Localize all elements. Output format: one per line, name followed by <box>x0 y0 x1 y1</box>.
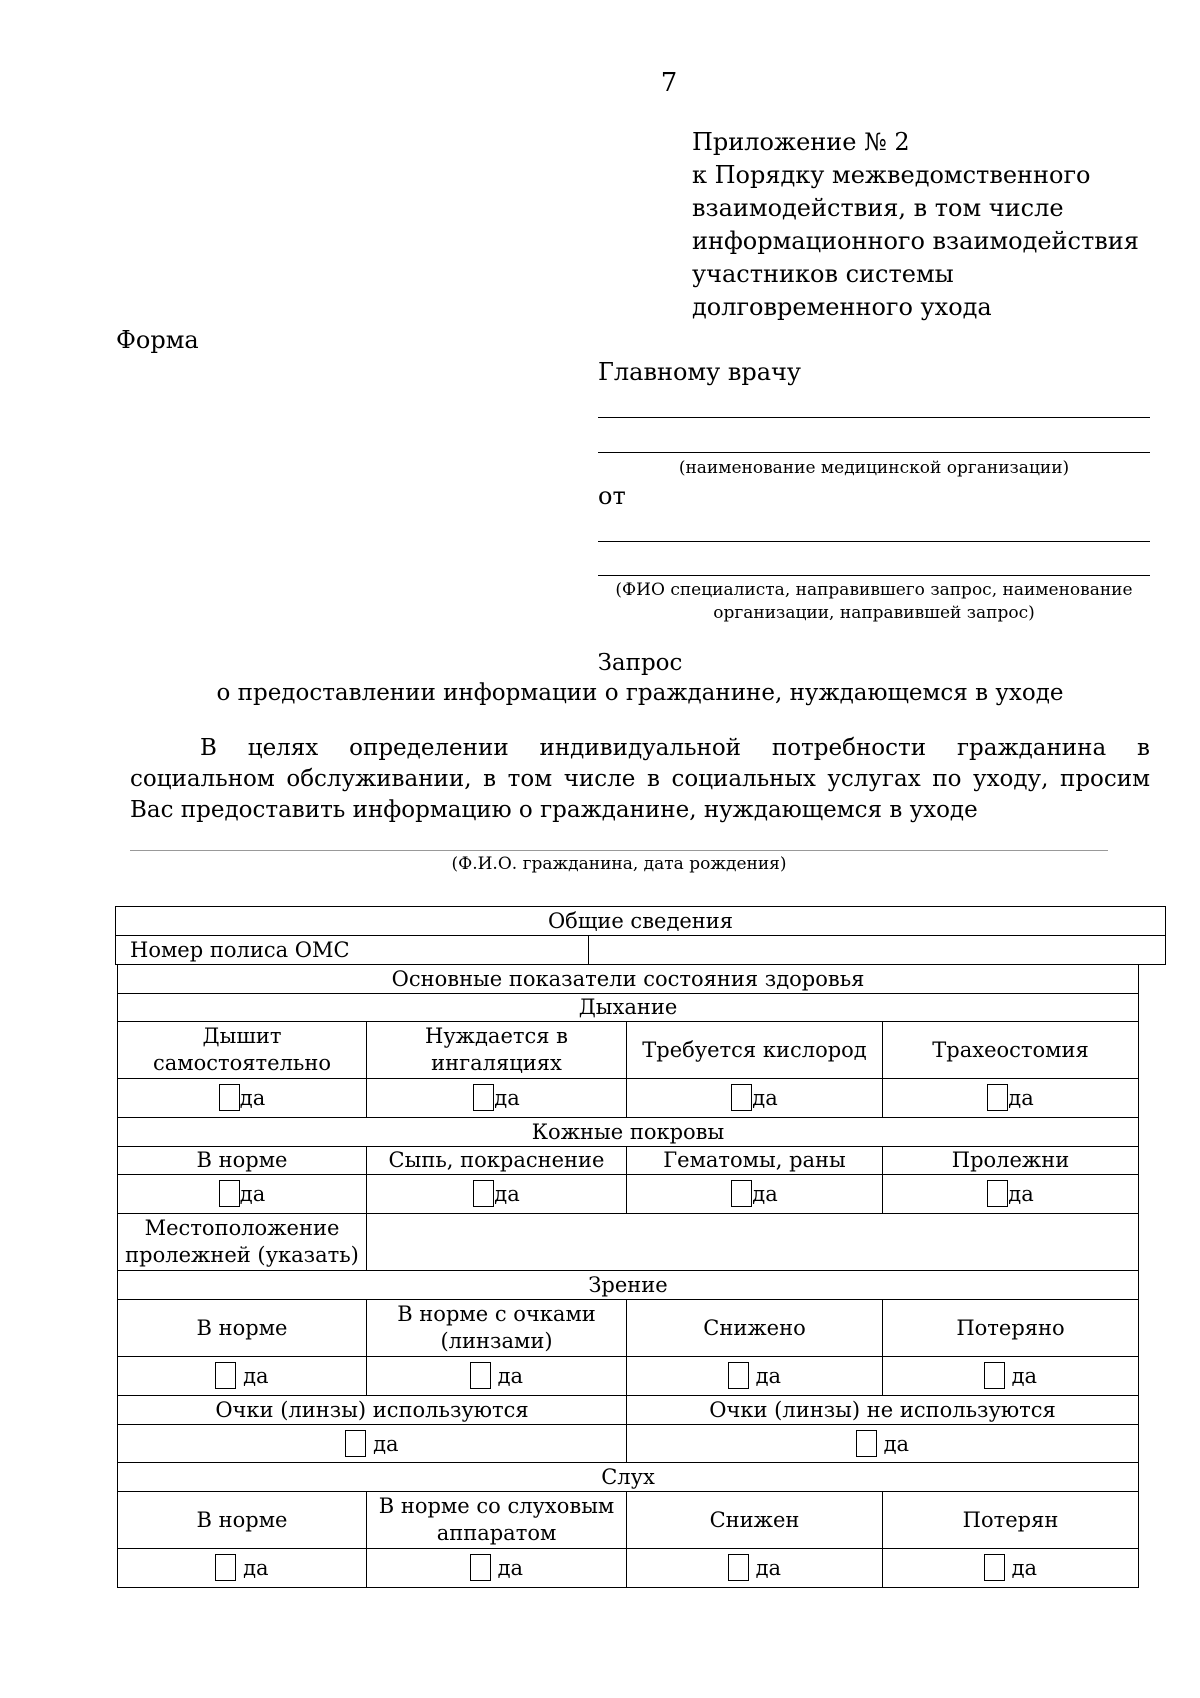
skin-col: Сыпь, покраснение <box>367 1147 627 1175</box>
checkbox[interactable] <box>470 1554 491 1581</box>
breathing-col: Требуется кислород <box>627 1022 883 1079</box>
hearing-header: Слух <box>118 1463 1139 1492</box>
breathing-col: Трахеостомия <box>883 1022 1139 1079</box>
bedsore-location-input[interactable] <box>367 1214 1139 1271</box>
breathing-check-cell <box>883 1079 1139 1118</box>
sender-line-1[interactable] <box>598 541 1150 542</box>
vision-col: Потеряно <box>883 1300 1139 1357</box>
glasses-used-label: Очки (линзы) используются <box>118 1396 627 1425</box>
yes-label: да <box>1008 1086 1034 1110</box>
hearing-check-cell <box>627 1549 883 1588</box>
breathing-check-cell <box>118 1079 367 1118</box>
glasses-not-used-label: Очки (линзы) не используются <box>627 1396 1139 1425</box>
vision-header: Зрение <box>118 1271 1139 1300</box>
yes-label: да <box>752 1182 778 1206</box>
page-number: 7 <box>660 68 678 98</box>
general-table <box>115 906 1166 965</box>
annex-line: к Порядку межведомственного <box>692 161 1091 189</box>
oms-label: Номер полиса ОМС <box>116 936 589 965</box>
checkbox[interactable] <box>987 1084 1008 1111</box>
yes-label: да <box>494 1086 520 1110</box>
checkbox[interactable] <box>473 1084 494 1111</box>
checkbox[interactable] <box>728 1554 749 1581</box>
yes-label: да <box>1011 1556 1038 1580</box>
vision-col: Снижено <box>627 1300 883 1357</box>
hearing-check-cell <box>118 1549 367 1588</box>
vision-col: В норме с очками (линзами) <box>367 1300 627 1357</box>
yes-label: да <box>239 1182 266 1206</box>
request-title: Запрос <box>597 650 683 676</box>
checkbox[interactable] <box>215 1554 236 1581</box>
annex-block <box>692 126 1139 324</box>
vision-check-cell <box>118 1357 367 1396</box>
skin-col: Гематомы, раны <box>627 1147 883 1175</box>
org-line-2[interactable] <box>598 452 1150 453</box>
yes-label: да <box>494 1182 520 1206</box>
sender-caption-2: организации, направившей запрос) <box>713 603 1035 623</box>
annex-line: информационного взаимодействия <box>692 227 1139 255</box>
annex-line: участников системы <box>692 260 954 288</box>
glasses-not-used-check-cell <box>627 1425 1139 1463</box>
yes-label: да <box>239 1086 266 1110</box>
yes-label: да <box>1008 1182 1034 1206</box>
hearing-col: Снижен <box>627 1492 883 1549</box>
oms-input[interactable] <box>589 936 1166 965</box>
checkbox[interactable] <box>984 1554 1005 1581</box>
hearing-check-cell <box>883 1549 1139 1588</box>
checkbox[interactable] <box>728 1362 749 1389</box>
yes-label: да <box>755 1364 782 1388</box>
skin-check-cell <box>627 1175 883 1214</box>
checkbox[interactable] <box>473 1180 494 1207</box>
breathing-col: Дышит самостоятельно <box>118 1022 367 1079</box>
addressee-to: Главному врачу <box>598 358 801 386</box>
yes-label: да <box>243 1364 269 1388</box>
glasses-used-check-cell <box>118 1425 627 1463</box>
vision-check-cell <box>627 1357 883 1396</box>
yes-label: да <box>752 1086 778 1110</box>
checkbox[interactable] <box>987 1180 1008 1207</box>
checkbox[interactable] <box>215 1362 236 1389</box>
vision-check-cell <box>883 1357 1139 1396</box>
yes-label: да <box>883 1431 910 1456</box>
annex-line: Приложение № 2 <box>692 128 910 156</box>
yes-label: да <box>497 1556 524 1580</box>
yes-label: да <box>373 1431 399 1456</box>
checkbox[interactable] <box>345 1430 366 1457</box>
breathing-header: Дыхание <box>118 994 1139 1022</box>
yes-label: да <box>1011 1364 1038 1388</box>
request-subtitle: о предоставлении информации о гражданине, нуждающемся в уходе <box>216 680 1064 706</box>
yes-label: да <box>497 1364 524 1388</box>
breathing-col: Нуждается в ингаляциях <box>367 1022 627 1079</box>
org-line-1[interactable] <box>598 417 1150 418</box>
checkbox[interactable] <box>470 1362 491 1389</box>
breathing-check-cell <box>367 1079 627 1118</box>
request-body <box>130 733 1150 826</box>
citizen-line[interactable] <box>130 850 1108 851</box>
checkbox[interactable] <box>219 1180 240 1207</box>
hearing-check-cell <box>367 1549 627 1588</box>
citizen-caption: (Ф.И.О. гражданина, дата рождения) <box>451 854 787 874</box>
annex-line: взаимодействия, в том числе <box>692 194 1064 222</box>
vision-col: В норме <box>118 1300 367 1357</box>
checkbox[interactable] <box>984 1362 1005 1389</box>
general-header: Общие сведения <box>116 907 1166 936</box>
form-label: Форма <box>116 326 199 354</box>
skin-check-cell <box>367 1175 627 1214</box>
health-table <box>117 964 1139 1588</box>
checkbox[interactable] <box>731 1084 752 1111</box>
checkbox[interactable] <box>856 1430 877 1457</box>
sender-caption-1: (ФИО специалиста, направившего запрос, наименование <box>615 580 1133 600</box>
skin-header: Кожные покровы <box>118 1118 1139 1147</box>
yes-label: да <box>243 1556 269 1580</box>
checkbox[interactable] <box>219 1084 240 1111</box>
vision-check-cell <box>367 1357 627 1396</box>
hearing-col: Потерян <box>883 1492 1139 1549</box>
hearing-col: В норме <box>118 1492 367 1549</box>
skin-check-cell <box>883 1175 1139 1214</box>
checkbox[interactable] <box>731 1180 752 1207</box>
skin-col: В норме <box>118 1147 367 1175</box>
hearing-col: В норме со слуховым аппаратом <box>367 1492 627 1549</box>
skin-check-cell <box>118 1175 367 1214</box>
yes-label: да <box>755 1556 782 1580</box>
annex-line: долговременного ухода <box>692 293 992 321</box>
skin-col: Пролежни <box>883 1147 1139 1175</box>
health-header: Основные показатели состояния здоровья <box>118 965 1139 994</box>
from-label: от <box>598 482 626 510</box>
breathing-check-cell <box>627 1079 883 1118</box>
bedsore-location-label: Местоположение пролежней (указать) <box>118 1214 367 1271</box>
org-caption: (наименование медицинской организации) <box>678 458 1070 478</box>
sender-line-2[interactable] <box>598 575 1150 576</box>
request-body-text: В целях определении индивидуальной потребности гражданина в социальном обслуживании, в том числе в социальных услугах по уходу, просим Вас предоставить информацию о гражданине, нуждающемся в уходе <box>130 735 1150 823</box>
